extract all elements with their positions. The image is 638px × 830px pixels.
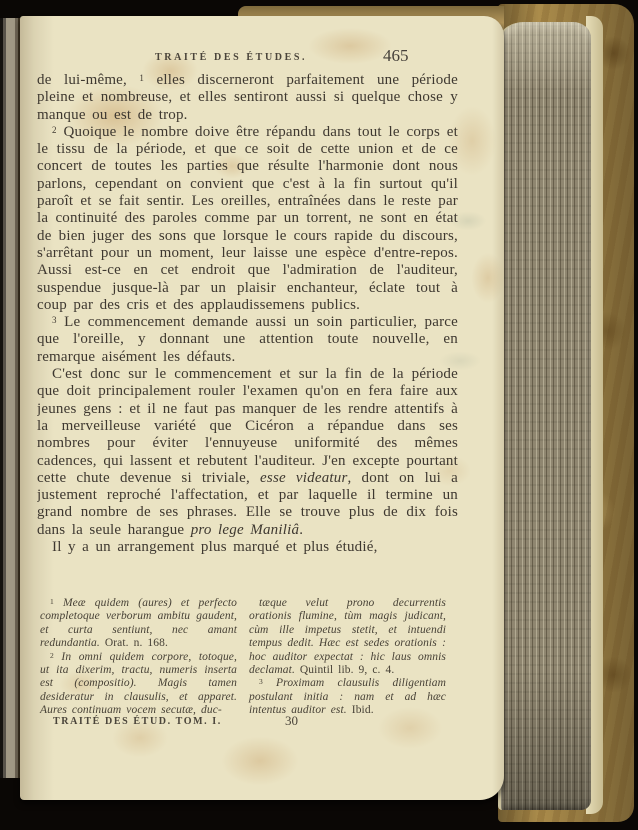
footnote-column-right [249,597,446,718]
footnote-column-left [40,597,237,718]
text-segment: Quintil lib. 9, c. 4. [299,664,395,677]
text-segment: . [299,521,304,538]
text-segment: , dont on lui a justement reproché l'affectation, et par laquelle il termine un grand nombre de ses phrases. Elle se trouve plus de dix fois dans la seule harangue [37,469,458,538]
running-title: TRAITÉ DES ÉTUDES. [155,52,308,63]
text-segment: Meæ quidem (aures) et perfecto completoque verborum ambitu gaudent, et curta sentiunt, nec amant redundantia. [40,597,237,650]
text-segment: pro lege Maniliâ [190,521,300,538]
paragraph [37,366,458,539]
text-segment: Orat. n. 168. [104,637,168,650]
footnote-reference: 3 [52,315,57,326]
footnote [40,651,237,718]
text-segment: Proximam clausulis diligentiam postulant initia : nam et ad hæc intentus auditor est. [249,677,446,717]
text-segment: In omni quidem corpore, totoque, ut ita dixerim, tractu, numeris inserta est (compositio). Magis tamen desideratur in clausulis, et apparet. Aures continuam vocem secutæ, duc- [40,650,237,717]
fore-edge-page-stack [498,22,591,810]
text-segment: esse videatur [260,469,348,486]
paragraph [37,72,458,124]
running-head [37,46,458,72]
book-page [20,16,504,800]
page-number: 465 [383,46,409,65]
text-segment: C'est donc sur le commencement et sur la fin de la période que doit principalement rouler l'examen qu'on en fera faire aux jeunes gens : et il ne faut pas manquer de les rendre attentifs à la merveilleuse variété que Cicéron a répandue dans ses nombres pour éviter l'ennuyeuse uniformité des mêmes cadences, qui lassent et rebutent l'auditeur. J'en excepte pourtant cette chute devenue si triviale, [37,366,458,486]
footnote-reference: 1 [50,597,54,606]
binding-gutter-shadow [0,18,20,778]
paragraph [37,124,458,314]
paragraph [37,314,458,366]
footnote [249,597,446,677]
footnote-reference: 1 [139,73,145,83]
gathering-number: 30 [285,713,298,728]
text-segment: Le commencement demande aussi un soin particulier, parce que l'oreille, y donnant une attention toute nouvelle, en remarque aisément les défauts. [37,314,458,365]
footnote-reference: 2 [52,124,57,135]
footnote-reference: 3 [259,677,263,687]
text-segment: de lui-même, [37,72,140,88]
text-segment: Quoique le nombre doive être répandu dans tout le corps et le tissu de la période, et que ce soit de cette union et de ce concert de toutes les parties que résulte l'harmonie dont nous parlons, cependant on convient que c'est à la fin surtout qu'il paroît et se fait sentir. Les oreilles, entraînées dans le reste par la continuité des paroles comme par un torrent, ne sont en état de bien juger des sons que lorsque le cours rapide du discours, s'arrêtant pour un moment, leur laisse une espèce d'entre-repos. Aussi est-ce en cet endroit que l'admiration de l'auditeur, suspendue jusque-là par un plaisir enchanteur, éclate tout à coup par des cris et des applaudissemens publics. [37,123,458,313]
text-segment: Ibid. [351,704,374,717]
paragraph [37,539,458,556]
text-segment: Il y a un arrangement plus marqué et plus étudié, [52,539,378,556]
footnote [249,677,446,717]
footnotes [40,597,446,718]
footnote [40,597,237,651]
body-text [37,72,458,594]
footnote-reference: 2 [50,650,54,660]
text-segment: elles discerneront parfaitement une période pleine et nombreuse, et elles sentiront aussi si quelque chose y manque ou est de trop. [37,72,458,123]
volume-signature-text: TRAITÉ DES ÉTUD. TOM. I. [53,716,222,727]
page-footer [20,713,460,737]
text-segment: tæque velut prono decurrentis orationis flumine, tùm magis judicant, cùm ille impetus stetit, et intuendi tempus dedit. Hæc est sedes orationis : hoc auditor expectat : hic laus omnis declamat. [249,597,446,677]
